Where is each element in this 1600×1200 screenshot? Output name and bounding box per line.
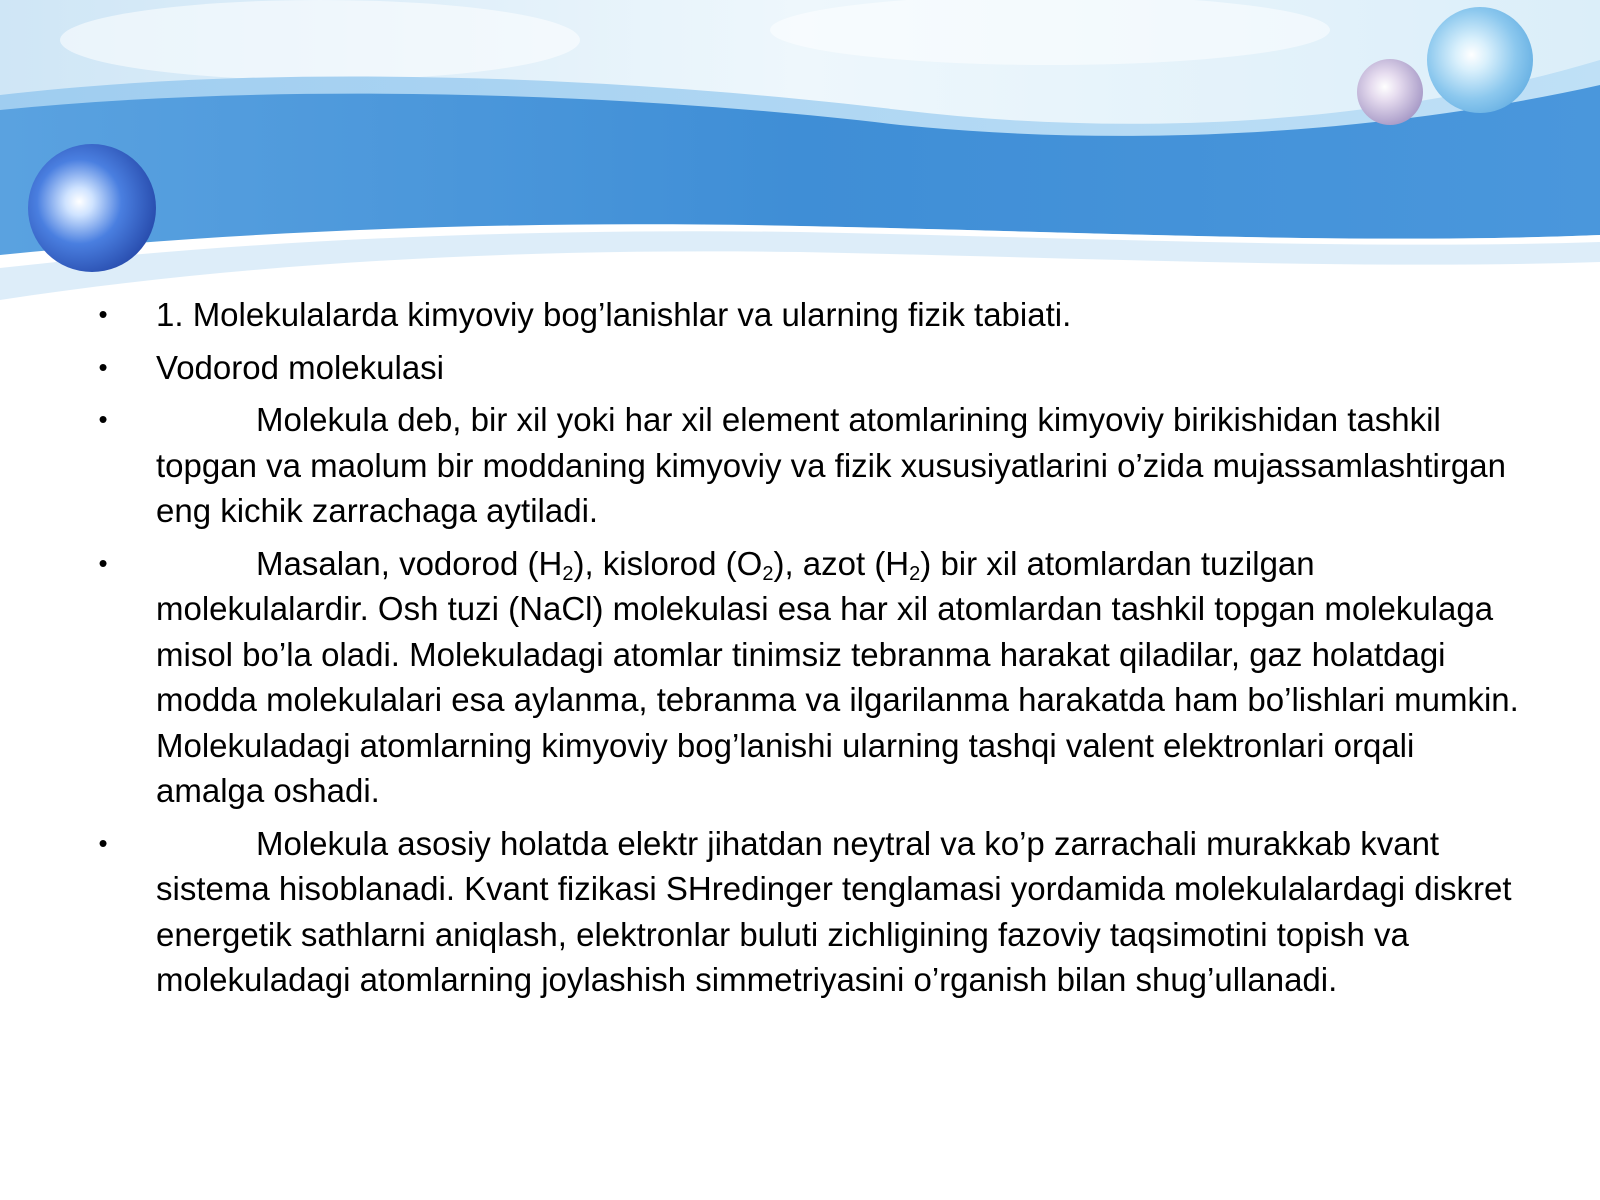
bullet-text-part: ), kislorod (O [573, 544, 763, 582]
bullet-text-part: ) bir xil atomlardan tuzilgan molekulalardir. Osh tuzi (NaCl) molekulasi esa har xil atomlardan tashkil topgan molekulaga misol bo’la oladi. Molekuladagi atomlar tinimsiz tebranma harakat qiladilar, gaz holatdagi modda molekulalari esa aylanma, tebranma va ilgarilanma harakatda ham bo’lishlari mumkin. Molekuladagi atomlarning kimyoviy bog’lanishi ularning tashqi valent elektronlari orqali amalga oshadi. [156, 544, 1519, 809]
bullet-item-4 [88, 541, 1528, 814]
bullet-text: Vodorod molekulasi [156, 348, 445, 386]
bullet-text: Molekula asosiy holatda elektr jihatdan neytral va ko’p zarrachali murakkab kvant sistema hisoblanadi. Kvant fizikasi SHredinger tenglamasi yordamida molekulalardagi diskret energetik sathlarni aniqlash, elektronlar buluti zichligining fazoviy taqsimotini topish va molekuladagi atomlarning joylashish simmetriyasini o’rganish bilan shug’ullanadi. [156, 824, 1512, 998]
bullet-text: 1. Molekulalarda kimyoviy bog’lanishlar va ularning fizik tabiati. [156, 296, 1072, 333]
header-wave-decoration [0, 0, 1600, 340]
bullet-marker: • [98, 404, 108, 434]
subscript: 2 [562, 562, 574, 585]
bullet-list [88, 292, 1528, 1010]
bullet-text-part: ), azot (H [773, 544, 910, 582]
bullet-text-part: Masalan, vodorod (H [256, 544, 563, 582]
bullet-item-3 [88, 397, 1528, 534]
lavender-sphere-icon [1357, 59, 1423, 125]
blue-sphere-icon [28, 144, 156, 272]
bullet-marker: • [98, 299, 108, 329]
bullet-marker: • [98, 827, 108, 858]
bullet-marker: • [98, 547, 108, 578]
light-sphere-icon [1427, 7, 1533, 113]
bullet-text: Molekula deb, bir xil yoki har xil element atomlarining kimyoviy birikishidan tashkil topgan va maolum bir moddaning kimyoviy va fizik xususiyatlarini o’zida mujassamlashtirgan eng kichik zarrachaga aytiladi. [156, 401, 1506, 529]
bullet-item-2 [88, 345, 1528, 391]
subscript: 2 [762, 562, 774, 585]
bullet-item-1 [88, 292, 1528, 338]
subscript: 2 [909, 562, 921, 585]
bullet-item-5 [88, 821, 1528, 1003]
bullet-marker: • [98, 351, 108, 382]
